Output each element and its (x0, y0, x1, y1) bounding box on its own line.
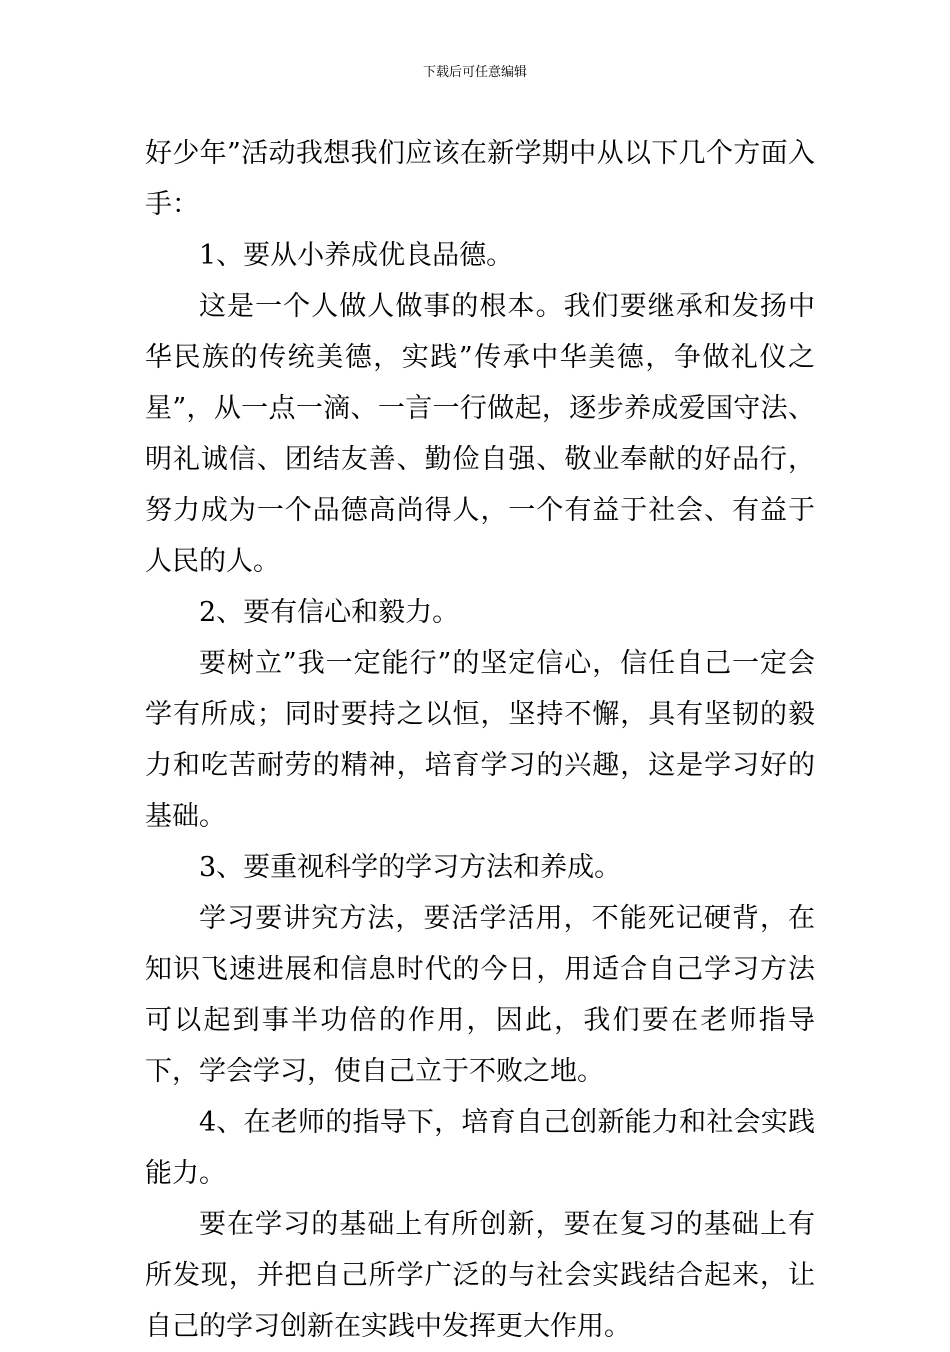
section-heading-1: 1、要从小养成优良品德。 (199, 240, 514, 271)
paragraph-section-1: 这是一个人做人做事的根本。我们要继承和发扬中华民族的传统美德，实践”传承中华美德，争做礼仪之星”，从一点一滴、一言一行做起，逐步养成爱国守法、明礼诚信、团结友善、勤俭自强、敬业奉献的好品行，努力成为一个品德高尚得人，一个有益于社会、有益于人民的人。 (145, 291, 815, 577)
section-heading-2: 2、要有信心和毅力。 (199, 597, 460, 628)
document-body (145, 128, 815, 1352)
page-header-note: 下载后可任意编辑 (422, 65, 527, 80)
section-heading-3: 3、要重视科学的学习方法和养成。 (199, 852, 622, 883)
paragraph-section-4: 要在学习的基础上有所创新，要在复习的基础上有所发现，并把自己所学广泛的与社会实践结合起来，让自己的学习创新在实践中发挥更大作用。 (145, 1209, 815, 1342)
section-heading-4: 4、在老师的指导下，培育自己创新能力和社会实践能力。 (145, 1107, 815, 1189)
paragraph-section-3: 学习要讲究方法，要活学活用，不能死记硬背，在知识飞速进展和信息时代的今日，用适合自己学习方法可以起到事半功倍的作用，因此，我们要在老师指导下，学会学习，使自己立于不败之地。 (145, 903, 815, 1087)
paragraph-section-2: 要树立”我一定能行”的坚定信心，信任自己一定会学有所成；同时要持之以恒，坚持不懈，具有坚韧的毅力和吃苦耐劳的精神，培育学习的兴趣，这是学习好的基础。 (145, 648, 815, 832)
paragraph-intro: 好少年”活动我想我们应该在新学期中从以下几个方面入手： (145, 138, 815, 220)
